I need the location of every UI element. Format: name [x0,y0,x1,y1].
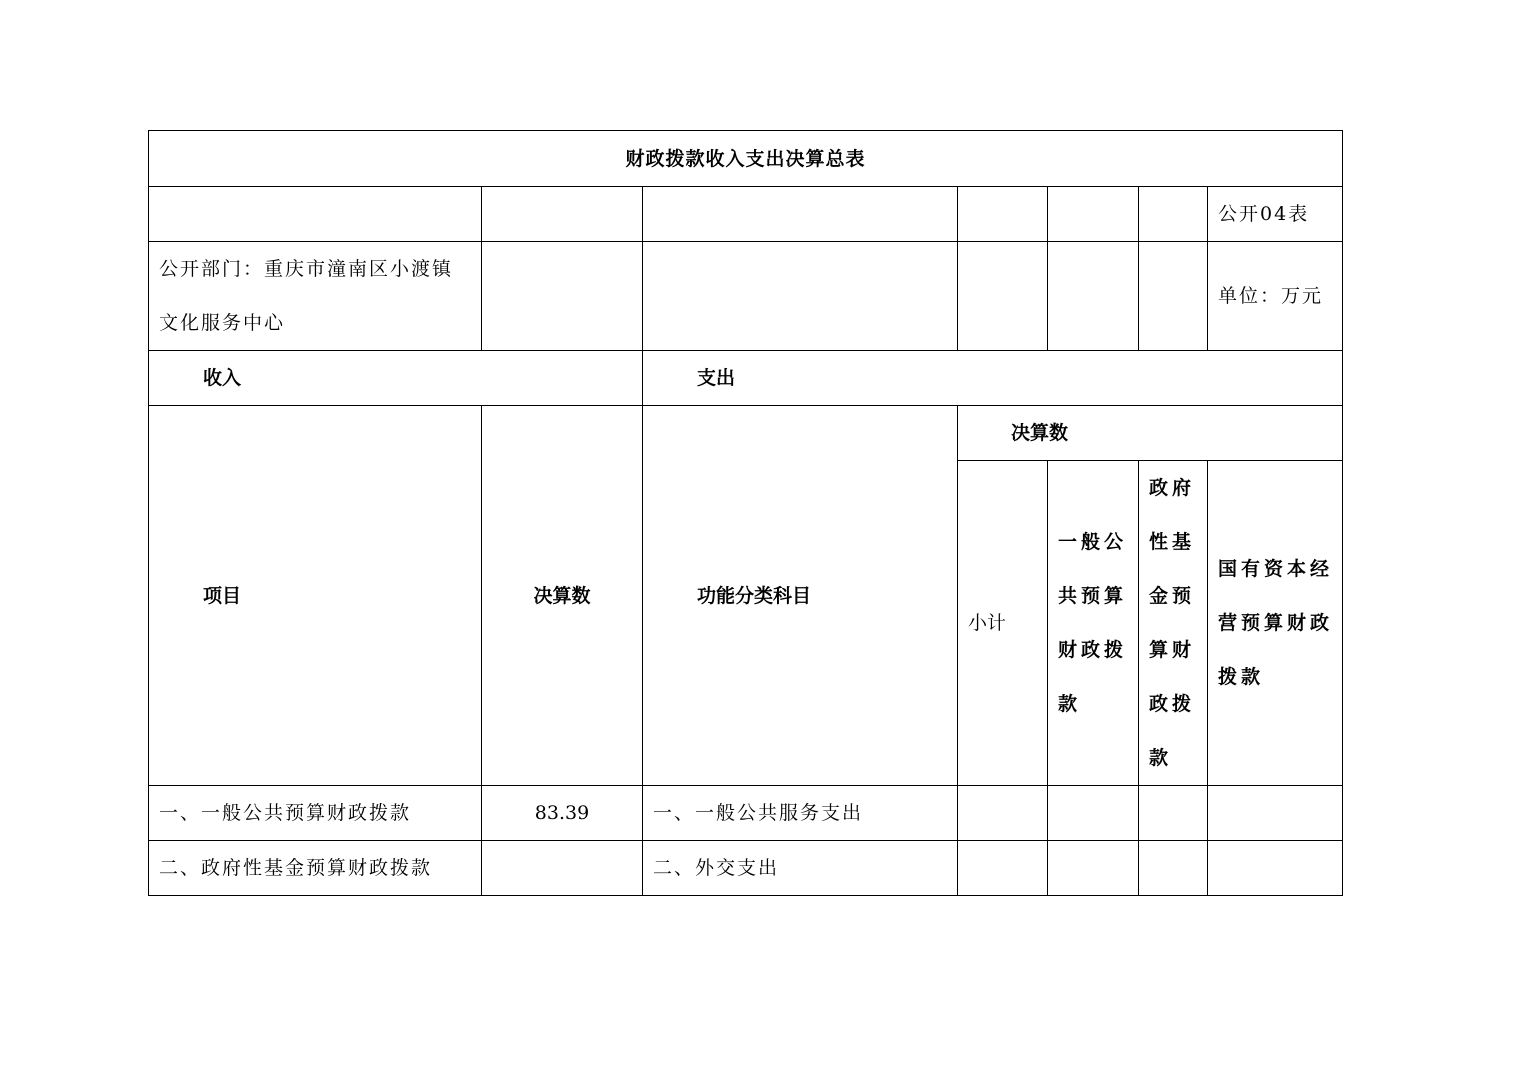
empty-cell [958,242,1048,351]
fiscal-appropriation-table [148,130,1343,896]
empty-cell [1048,841,1139,896]
empty-cell [1048,242,1139,351]
expense-item: 二、外交支出 [643,841,958,896]
col-function: 功能分类科目 [643,406,958,786]
empty-cell [1208,786,1343,841]
department-label: 公开部门：重庆市潼南区小渡镇文化服务中心 [149,242,482,351]
income-header: 收入 [149,351,643,406]
table-title: 财政拨款收入支出决算总表 [149,131,1343,187]
empty-cell [1139,786,1208,841]
income-amount [482,841,643,896]
col-amount: 决算数 [482,406,643,786]
empty-cell [1139,841,1208,896]
empty-cell [482,187,643,242]
expense-header: 支出 [643,351,1343,406]
empty-cell [149,187,482,242]
empty-cell [1139,187,1208,242]
unit-label: 单位：万元 [1208,242,1343,351]
empty-cell [958,187,1048,242]
col-fund: 政府性基金预算财政拨款 [1139,461,1208,786]
empty-cell [1139,242,1208,351]
income-item: 二、政府性基金预算财政拨款 [149,841,482,896]
empty-cell [958,841,1048,896]
col-general: 一般公共预算财政拨款 [1048,461,1139,786]
expense-item: 一、一般公共服务支出 [643,786,958,841]
empty-cell [643,187,958,242]
table-row [149,786,1343,841]
empty-cell [482,242,643,351]
col-state-capital: 国有资本经营预算财政拨款 [1208,461,1343,786]
empty-cell [643,242,958,351]
col-item: 项目 [149,406,482,786]
empty-cell [1048,786,1139,841]
col-subtotal: 小计 [958,461,1048,786]
empty-cell [1208,841,1343,896]
income-item: 一、一般公共预算财政拨款 [149,786,482,841]
empty-cell [1048,187,1139,242]
empty-cell [958,786,1048,841]
income-amount: 83.39 [482,786,643,841]
table-code: 公开04表 [1208,187,1343,242]
table-row [149,841,1343,896]
col-final-group: 决算数 [958,406,1343,461]
